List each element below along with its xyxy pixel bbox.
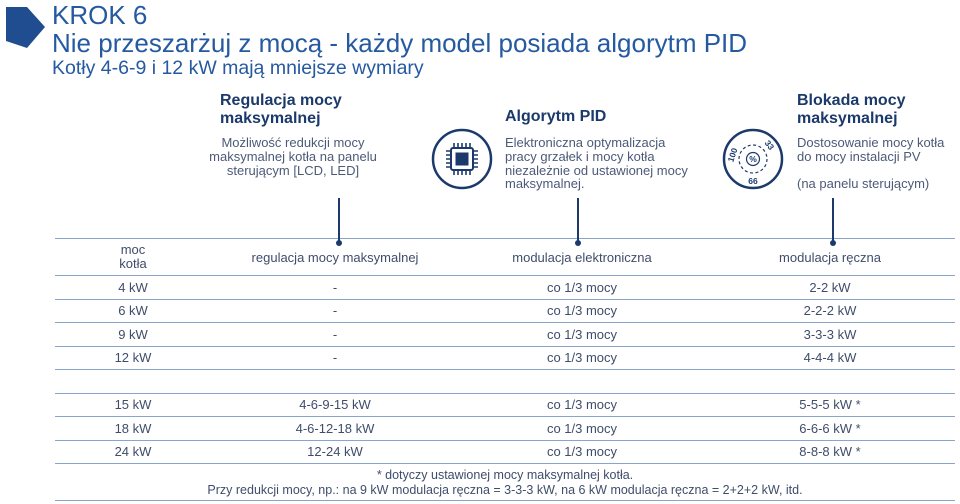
step-marker-icon bbox=[4, 4, 46, 50]
feature-max-power-description bbox=[198, 136, 388, 177]
cell-electronic-modulation: co 1/3 mocy bbox=[546, 444, 618, 460]
cell-max-regulation: 4-6-12-18 kW bbox=[295, 420, 375, 436]
cell-electronic-modulation: co 1/3 mocy bbox=[546, 350, 618, 366]
cell-manual-modulation: 4-4-4 kW bbox=[803, 350, 857, 366]
table-row bbox=[55, 300, 955, 324]
cell-electronic-modulation: co 1/3 mocy bbox=[546, 303, 618, 319]
cell-power: 15 kW bbox=[114, 397, 152, 413]
header-power-line: kotła bbox=[119, 256, 147, 271]
cell-power: 9 kW bbox=[118, 326, 148, 342]
power-modulation-table bbox=[55, 238, 955, 501]
cell-electronic-modulation: co 1/3 mocy bbox=[546, 279, 618, 295]
cell-manual-modulation: 6-6-6 kW * bbox=[799, 420, 861, 436]
connector-dot bbox=[830, 240, 836, 246]
table-spacer-row bbox=[55, 370, 955, 394]
description-line: pracy grzałek i mocy kotła bbox=[505, 148, 655, 164]
cell-manual-modulation: 3-3-3 kW bbox=[803, 326, 857, 342]
cell-manual-modulation: 2-2-2 kW bbox=[803, 303, 857, 319]
header-manual-modulation: modulacja ręczna bbox=[779, 249, 881, 265]
description-line: maksymalnej kotła na panelu bbox=[209, 148, 377, 164]
description-line: Dostosowanie mocy kotła bbox=[797, 135, 945, 150]
description-line: Możliwość redukcji mocy bbox=[221, 135, 365, 150]
feature-title-line: Algorytm PID bbox=[505, 108, 607, 125]
table-row bbox=[55, 347, 955, 371]
connector-dot bbox=[336, 240, 342, 246]
feature-power-lock-note: (na panelu sterującym) bbox=[797, 176, 930, 191]
cell-max-regulation: - bbox=[332, 350, 338, 366]
feature-title-line: Regulacja mocy bbox=[220, 92, 342, 109]
feature-title-line: Blokada mocy bbox=[797, 92, 906, 109]
description-line: sterującym [LCD, LED] bbox=[226, 162, 360, 178]
table-row bbox=[55, 417, 955, 441]
cell-max-regulation: 4-6-9-15 kW bbox=[299, 397, 371, 413]
dial-label-33: 33 bbox=[762, 138, 777, 152]
description-line: maksymalnej. bbox=[505, 176, 585, 192]
header-max-regulation: regulacja mocy maksymalnej bbox=[251, 249, 419, 265]
cell-max-regulation: - bbox=[332, 303, 338, 319]
footnote: Przy redukcji mocy, np.: na 9 kW modulacja ręczna = 3-3-3 kW, na 6 kW modulacja ręczna = 2+2+2 kW, itd. bbox=[207, 482, 803, 497]
processor-chip-icon bbox=[431, 128, 493, 190]
dial-label-100: 100 bbox=[725, 146, 740, 164]
description-line: niezależnie od ustawionej mocy bbox=[505, 162, 688, 178]
footnote: * dotyczy ustawionej mocy maksymalnej kotła. bbox=[376, 468, 634, 482]
header-power-line: moc bbox=[120, 242, 146, 257]
feature-power-lock-description bbox=[797, 136, 944, 164]
cell-manual-modulation: 5-5-5 kW * bbox=[799, 397, 861, 413]
table-footnotes bbox=[55, 464, 955, 501]
feature-title-line: maksymalnej bbox=[220, 110, 321, 127]
table-row bbox=[55, 394, 955, 418]
connector-line bbox=[832, 198, 834, 242]
feature-max-power-title bbox=[220, 92, 342, 128]
cell-manual-modulation: 8-8-8 kW * bbox=[799, 444, 861, 460]
cell-power: 18 kW bbox=[114, 420, 152, 436]
step-label: KROK 6 bbox=[52, 0, 148, 30]
feature-power-lock-title bbox=[797, 92, 905, 128]
cell-power: 12 kW bbox=[114, 350, 152, 366]
connector-line bbox=[577, 198, 579, 242]
feature-pid-description bbox=[505, 136, 688, 191]
power-dial-icon bbox=[722, 128, 784, 190]
header-electronic-modulation: modulacja elektroniczna bbox=[512, 249, 652, 265]
table-row bbox=[55, 441, 955, 465]
table-row bbox=[55, 323, 955, 347]
cell-power: 24 kW bbox=[114, 444, 152, 460]
table-row bbox=[55, 276, 955, 300]
cell-power: 4 kW bbox=[118, 279, 148, 295]
cell-manual-modulation: 2-2 kW bbox=[809, 279, 851, 295]
cell-electronic-modulation: co 1/3 mocy bbox=[546, 420, 618, 436]
table-header-row bbox=[55, 239, 955, 276]
feature-title-line: maksymalnej bbox=[797, 110, 898, 127]
cell-electronic-modulation: co 1/3 mocy bbox=[546, 326, 618, 342]
description-line: Elektroniczna optymalizacja bbox=[505, 135, 666, 150]
dial-label-66: 66 bbox=[748, 176, 758, 186]
cell-max-regulation: - bbox=[332, 279, 338, 295]
connector-line bbox=[338, 198, 340, 242]
cell-power: 6 kW bbox=[118, 303, 148, 319]
description-line: do mocy instalacji PV bbox=[797, 148, 921, 164]
dial-percent-label: % bbox=[749, 154, 757, 164]
connector-dot bbox=[575, 240, 581, 246]
page-subtitle: Kotły 4-6-9 i 12 kW mają mniejsze wymiary bbox=[52, 57, 424, 79]
page-title: Nie przeszarżuj z mocą - każdy model posiada algorytm PID bbox=[52, 28, 748, 58]
cell-max-regulation: 12-24 kW bbox=[307, 444, 363, 460]
feature-pid-title bbox=[505, 108, 606, 126]
cell-max-regulation: - bbox=[332, 326, 338, 342]
cell-electronic-modulation: co 1/3 mocy bbox=[546, 397, 618, 413]
header-power bbox=[55, 243, 211, 271]
